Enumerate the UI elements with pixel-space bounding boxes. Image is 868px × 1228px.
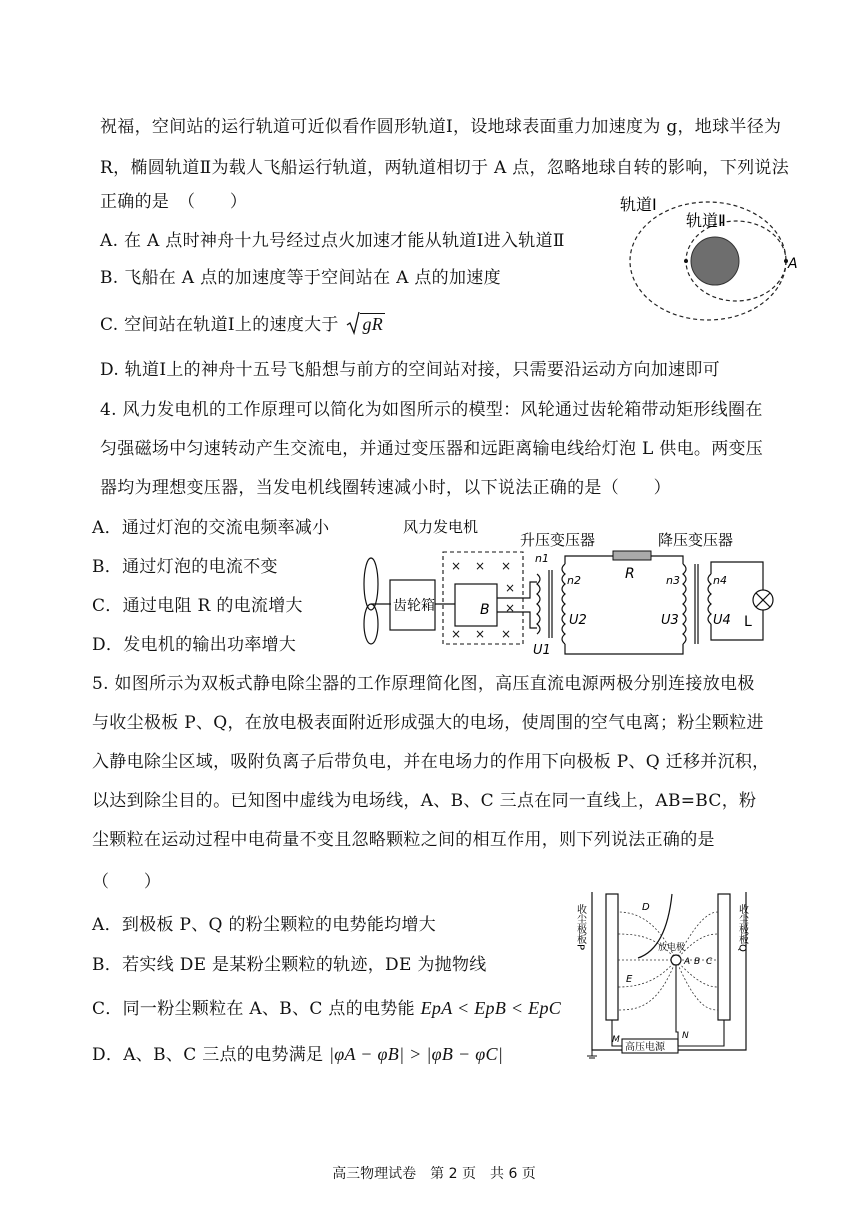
gearbox-label: 齿轮箱: [393, 598, 435, 614]
q3-option-c: [100, 313, 385, 336]
q3-option-a: A. 在 A 点时神舟十九号经过点火加速才能从轨道Ⅰ进入轨道Ⅱ: [100, 231, 565, 251]
step-up-label: 升压变压器: [520, 531, 596, 549]
a-label: A: [788, 256, 798, 272]
q4-option-b: B．通过灯泡的电流不变: [92, 557, 278, 577]
plate-q: [718, 894, 730, 1020]
svg-text:×: ×: [501, 559, 512, 573]
point-b-label: B: [694, 957, 701, 967]
u2-label: U2: [569, 613, 587, 628]
field-crosses: [451, 559, 515, 641]
q3-option-b: B. 飞船在 A 点的加速度等于空间站在 A 点的加速度: [100, 268, 501, 288]
q5-option-c: [92, 997, 561, 1020]
u4-label: U4: [713, 613, 731, 628]
d-label: D: [642, 902, 650, 913]
b-field-label: B: [480, 602, 490, 618]
q3-line-1: 祝福，空间站的运行轨道可近似看作圆形轨道Ⅰ，设地球表面重力加速度为 g，地球半径为: [100, 117, 782, 137]
q4-option-d: D．发电机的输出功率增大: [92, 635, 297, 655]
plate-p-label: 收尘极板P: [574, 904, 586, 951]
q4-line-1: 4. 风力发电机的工作原理可以简化为如图所示的模型：风轮通过齿轮箱带动矩形线圈在: [100, 400, 763, 420]
lamp-label: L: [744, 614, 752, 630]
svg-text:×: ×: [475, 559, 486, 573]
step-down-label: 降压变压器: [658, 531, 734, 549]
discharge-electrode-icon: [671, 955, 681, 965]
n4-label: n4: [713, 574, 727, 587]
n3-label: n3: [666, 574, 680, 587]
q5-option-d-math: |φA − φB| > |φB − φC|: [329, 1044, 504, 1064]
n2-label: n2: [567, 574, 581, 587]
plate-p: [606, 894, 618, 1020]
q3-option-d: D. 轨道Ⅰ上的神舟十五号飞船想与前方的空间站对接，只需要沿运动方向加速即可: [100, 360, 720, 380]
field-lines: [618, 912, 718, 1010]
q5-option-d: [92, 1043, 503, 1066]
lamp-icon: [753, 590, 773, 610]
wind-generator-diagram: [355, 512, 775, 662]
q4-option-c: C．通过电阻 R 的电流增大: [92, 596, 303, 616]
secondary-coil-4: [708, 574, 711, 624]
q5-option-a: A．到极板 P、Q 的粉尘颗粒的电势能均增大: [92, 915, 437, 935]
q3-option-c-text: C. 空间站在轨道Ⅰ上的速度大于: [100, 315, 339, 335]
svg-text:×: ×: [501, 627, 512, 641]
q5-line-4: 以达到除尘目的。已知图中虚线为电场线，A、B、C 三点在同一直线上，AB=BC，粉: [92, 791, 757, 811]
u1-label: U1: [533, 643, 551, 658]
svg-text:×: ×: [475, 627, 486, 641]
point-a-label: A: [684, 957, 691, 967]
n-label: N: [682, 1031, 689, 1041]
svg-text:×: ×: [505, 601, 516, 615]
q5-option-c-text: C．同一粉尘颗粒在 A、B、C 点的电势能: [92, 999, 415, 1019]
u3-label: U3: [661, 613, 679, 628]
svg-text:×: ×: [505, 581, 516, 595]
electrode-label: 放电极: [658, 943, 686, 953]
ground-icon: [587, 1050, 597, 1058]
q3-line-2: R，椭圆轨道Ⅱ为载人飞船运行轨道，两轨道相切于 A 点，忽略地球自转的影响，下列说法: [100, 158, 790, 178]
q4-line-3: 器均为理想变压器，当发电机线圈转速减小时，以下说法正确的是（ ）: [100, 478, 671, 498]
svg-text:×: ×: [451, 627, 462, 641]
primary-coil-3: [683, 564, 686, 644]
q5-line-6: （ ）: [92, 872, 162, 892]
m-label: M: [612, 1035, 620, 1045]
orbit-diagram: [620, 188, 800, 328]
page-footer: 高三物理试卷 第 2 页 共 6 页: [332, 1166, 536, 1182]
q3-line-3: 正确的是 （ ）: [100, 192, 248, 212]
sqrt-radicand: gR: [362, 314, 384, 334]
q5-line-1: 5. 如图所示为双板式静电除尘器的工作原理简化图，高压直流电源两极分别连接放电极: [92, 674, 755, 694]
orbit-2-label: 轨道Ⅱ: [686, 211, 726, 230]
earth-icon: [691, 237, 739, 285]
n1-label: n1: [535, 552, 549, 565]
q4-option-a: A．通过灯泡的交流电频率减小: [92, 518, 330, 538]
perigee-point: [684, 259, 688, 263]
power-supply-label: 高压电源: [625, 1042, 665, 1053]
q5-line-3: 入静电除尘区域，吸附负离子后带负电，并在电场力的作用下向极板 P、Q 迁移并沉积，: [92, 752, 770, 772]
plate-q-label: 收尘极板Q: [736, 904, 748, 952]
generator-label: 风力发电机: [403, 518, 479, 536]
rotating-coil: [455, 584, 497, 626]
orbit-1-label: 轨道Ⅰ: [620, 195, 657, 214]
primary-coil-1: [537, 574, 540, 634]
sqrt-expression: [348, 313, 385, 336]
q5-line-2: 与收尘极板 P、Q，在放电极表面附近形成强大的电场，使周围的空气电离；粉尘颗粒进: [92, 713, 764, 733]
r-label: R: [625, 566, 635, 582]
q4-line-2: 匀强磁场中匀速转动产生交流电，并通过变压器和远距离输电线给灯泡 L 供电。两变压: [100, 439, 764, 459]
secondary-coil-2: [562, 564, 565, 644]
point-c-label: C: [706, 957, 713, 967]
q5-option-b: B．若实线 DE 是某粉尘颗粒的轨迹，DE 为抛物线: [92, 955, 487, 975]
q5-line-5: 尘颗粒在运动过程中电荷量不变且忽略颗粒之间的相互作用，则下列说法正确的是: [92, 830, 715, 850]
svg-text:×: ×: [451, 559, 462, 573]
precipitator-diagram: [574, 882, 760, 1060]
sqrt-sign-icon: [346, 311, 360, 335]
q5-option-d-text: D．A、B、C 三点的电势满足: [92, 1045, 324, 1065]
q5-option-c-math: EpA < EpB < EpC: [420, 998, 562, 1018]
wind-turbine-icon: [364, 558, 391, 644]
e-label: E: [626, 974, 633, 985]
resistor-r: [613, 551, 651, 560]
